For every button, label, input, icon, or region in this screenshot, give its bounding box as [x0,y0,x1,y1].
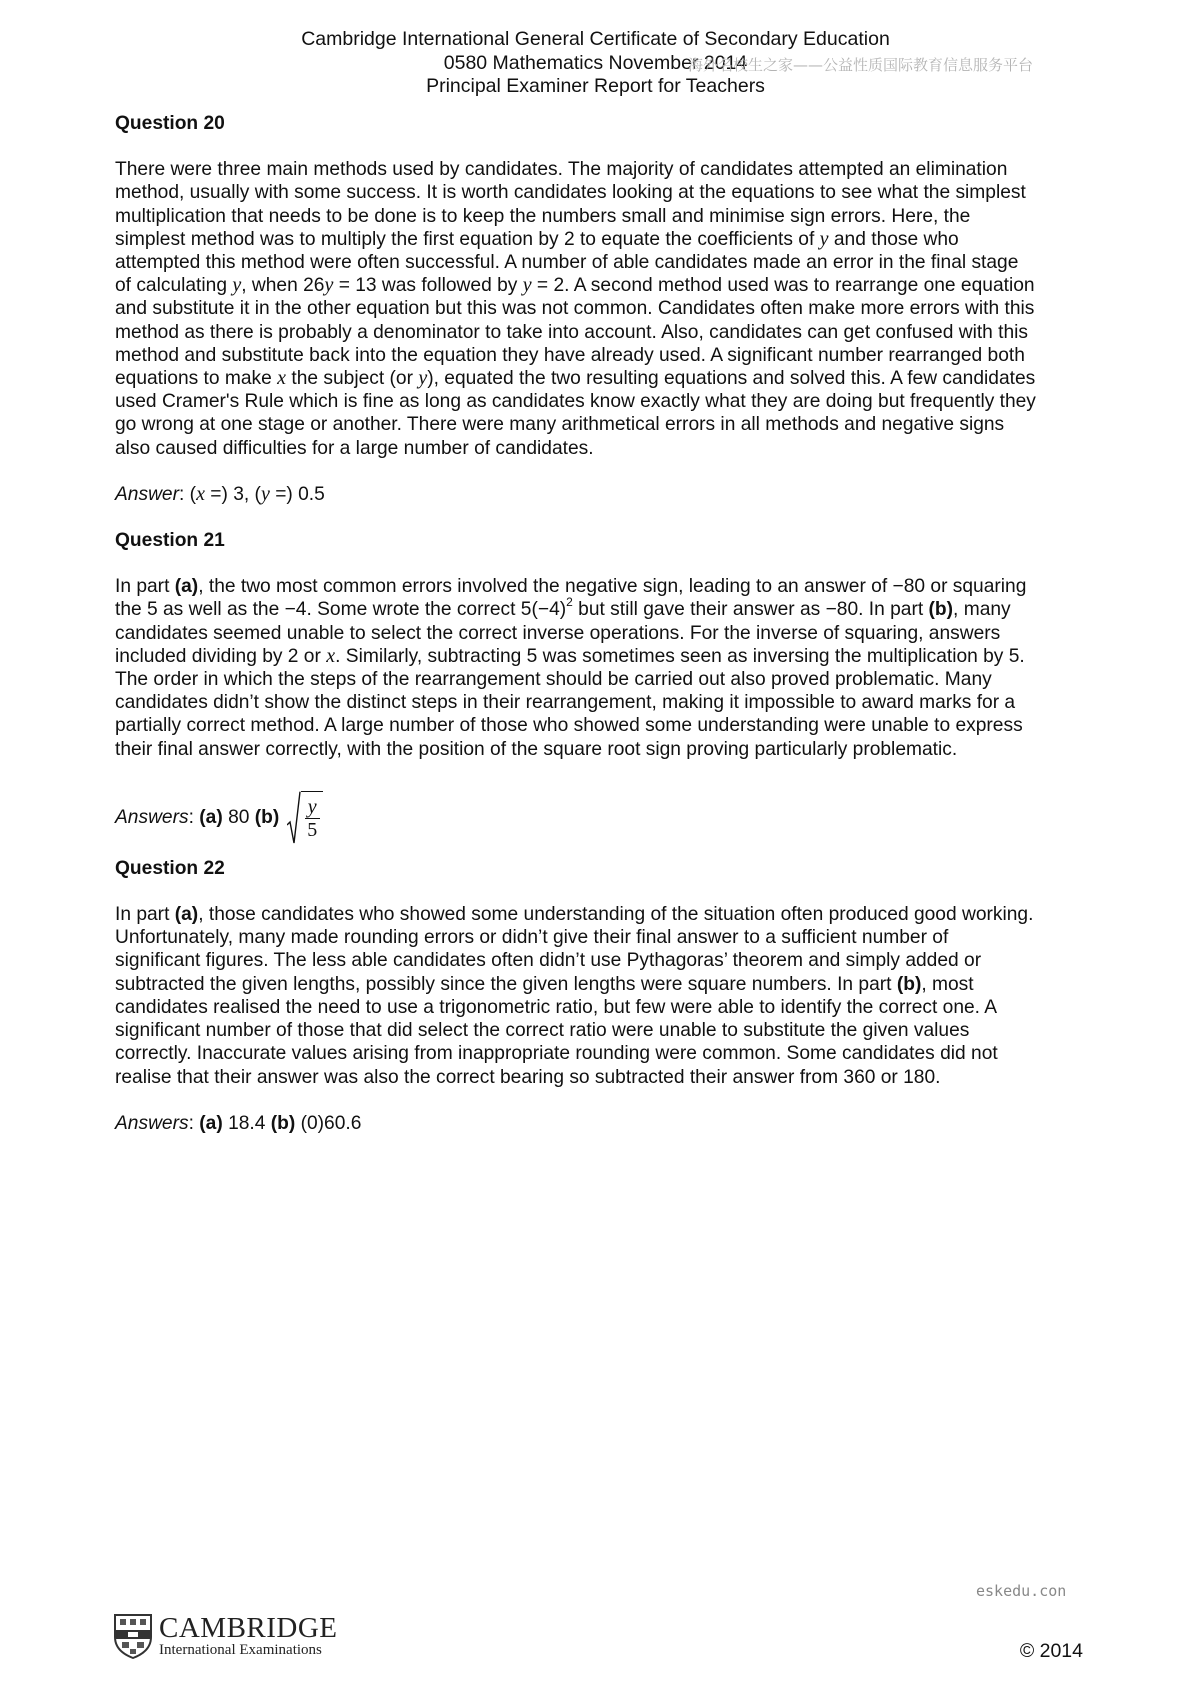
text-line: realise that their answer was also the correct bearing so subtracted their answer from 360 or 180. [115,1066,941,1088]
logo-wordmark: CAMBRIDGE [159,1611,338,1644]
part-b-label: (b) [896,973,922,995]
part-b-label: (b) [270,1112,296,1134]
answer-colon: : [188,1112,194,1134]
text-fragment: , many [953,599,1011,621]
shield-crest-icon [113,1613,153,1659]
text-line: used Cramer's Rule which is fine as long as candidates know exactly what they are doing but frequently they [115,391,1036,413]
text-fragment: In part [115,576,170,598]
text-line [115,595,1100,621]
text-line [115,645,1100,668]
text-fragment: but still gave their answer as −80. In part [578,599,924,621]
text-line [115,903,1100,926]
math-variable-x: x [277,367,287,390]
header-qualification: Cambridge International General Certificate of Secondary Education [301,28,890,50]
footer-watermark: eskedu.con [976,1582,1067,1600]
text-fragment: , those candidates who showed some understanding of the situation often produced good working. [198,904,1034,926]
part-b-label: (b) [254,807,280,829]
part-a-label: (a) [174,576,199,598]
text-fragment: and those who [833,228,959,250]
text-line [115,274,1100,297]
report-body [115,112,1100,1158]
question-22-heading: Question 22 [115,857,225,879]
text-line [115,228,1100,251]
text-fragment: = 13 was followed by [338,275,518,297]
math-variable-x: x [196,482,205,505]
math-variable-y: y [260,482,270,505]
math-variable-y: y [232,274,242,297]
text-line: Unfortunately, many made rounding errors or didn’t give their final answer to a sufficient number of [115,927,949,949]
fraction-denominator: 5 [307,818,318,841]
text-fragment: , most [921,973,974,995]
answer-fragment: =) 0.5 [275,483,325,505]
text-fragment: subtracted the given lengths, possibly since the given lengths were square numbers. In part [115,973,892,995]
answer-label: Answer [115,483,179,505]
text-line: candidates seemed unable to select the correct inverse operations. For the inverse of squaring, answers [115,622,1001,644]
answer-fragment: =) 3, ( [210,483,261,505]
answer-a-value: 80 [228,807,250,829]
text-line: candidates didn’t show the distinct steps in their rearrangement, making it impossible to award marks for a [115,692,1016,714]
text-line: method and substitute back into the equation they have already used. A significant number rearranged both [115,344,1025,366]
math-variable-y: y [418,367,428,390]
question-21-commentary [115,575,1100,761]
text-line: attempted this method were often successful. A number of able candidates made an error in the final stage [115,252,1019,274]
text-fragment: of calculating [115,275,227,297]
text-fragment: ), equated the two resulting equations and solved this. A few candidates [427,368,1036,390]
part-a-label: (a) [199,807,223,829]
question-20-commentary [115,158,1100,460]
copyright-notice: © 2014 [1019,1640,1083,1662]
text-line: their final answer correctly, with the position of the square root sign proving particularly problematic. [115,738,958,760]
answer-colon: : [178,483,185,505]
part-a-label: (a) [199,1112,223,1134]
part-a-label: (a) [174,904,199,926]
text-line: also caused difficulties for a large number of candidates. [115,437,594,459]
text-line: and substitute it in the other equation but this was not common. Candidates often make more errors with this [115,298,1035,320]
question-22-answer [115,1112,1100,1135]
answer-colon: : [188,807,194,829]
header-syllabus: 0580 Mathematics November 2014 [443,51,748,74]
square-root-expression [287,791,323,845]
math-variable-y: y [324,274,334,297]
math-variable-x: x [326,644,336,667]
text-line: candidates realised the need to use a trigonometric ratio, but few were able to identify the correct one. A [115,996,998,1018]
text-line: method, usually with some success. It is worth candidates looking at the equations to see what the simplest [115,182,1026,204]
text-fragment: the 5 as well as the −4. Some wrote the correct 5(−4) [115,599,567,621]
answer-b-value: (0)60.6 [300,1112,362,1134]
answer-label: Answers [115,1112,189,1134]
part-b-label: (b) [928,599,954,621]
text-fragment: simplest method was to multiply the first equation by 2 to equate the coefficients of [115,228,815,250]
text-fragment: equations to make [115,368,272,390]
superscript: 2 [566,595,573,610]
text-line: significant figures. The less able candidates often didn’t use Pythagoras’ theorem and simply added or [115,950,982,972]
text-line: significant number of those that did select the correct ratio were unable to substitute the given values [115,1020,970,1042]
text-fragment: , the two most common errors involved the negative sign, leading to an answer of −80 or squaring [198,576,1027,598]
fraction [301,791,323,845]
text-line [115,575,1100,598]
text-line: multiplication that needs to be done is to keep the numbers small and minimise sign errors. Here, the [115,205,971,227]
header-watermark: 海外名校生之家——公益性质国际教育信息服务平台 [688,56,1034,74]
question-21-heading: Question 21 [115,530,225,552]
header-report-title: Principal Examiner Report for Teachers [426,75,765,97]
question-20-heading: Question 20 [115,113,225,134]
text-fragment: = 2. A second method used was to rearrange one equation [536,275,1035,297]
fraction-numerator: y [305,796,320,819]
text-fragment: included dividing by 2 or [115,645,321,667]
text-line: There were three main methods used by candidates. The majority of candidates attempted an elimination [115,159,1008,181]
answer-fragment: ( [189,483,197,505]
text-line: partially correct method. A large number of those who showed some understanding were unable to express [115,715,1023,737]
text-line [115,367,1100,390]
text-fragment: . Similarly, subtracting 5 was sometimes seen as inversing the multiplication by 5. [335,645,1025,667]
text-line: The order in which the steps of the rearrangement should be carried out also proved problematic. Many [115,669,992,691]
answer-label: Answers [115,807,189,829]
text-fragment: , when 26 [241,275,325,297]
cambridge-logo [113,1613,338,1659]
answer-a-value: 18.4 [228,1112,266,1134]
radical-sign-icon [287,791,301,845]
question-21-answer [115,791,1100,845]
math-variable-y: y [522,274,532,297]
math-variable-y: y [819,227,829,250]
text-line: correctly. Inaccurate values arising from inappropriate rounding were common. Some candidates did not [115,1043,998,1065]
text-line: go wrong at one stage or another. There were many arithmetical errors in all methods and negative signs [115,414,1005,436]
text-fragment: the subject (or [291,368,413,390]
question-20-answer [115,483,1100,506]
text-fragment: In part [115,904,170,926]
text-line: method as there is probably a denominator to take into account. Also, candidates can get confused with this [115,321,1029,343]
logo-subtitle: International Examinations [159,1641,322,1658]
question-22-commentary [115,903,1100,1089]
text-line [115,973,1100,996]
